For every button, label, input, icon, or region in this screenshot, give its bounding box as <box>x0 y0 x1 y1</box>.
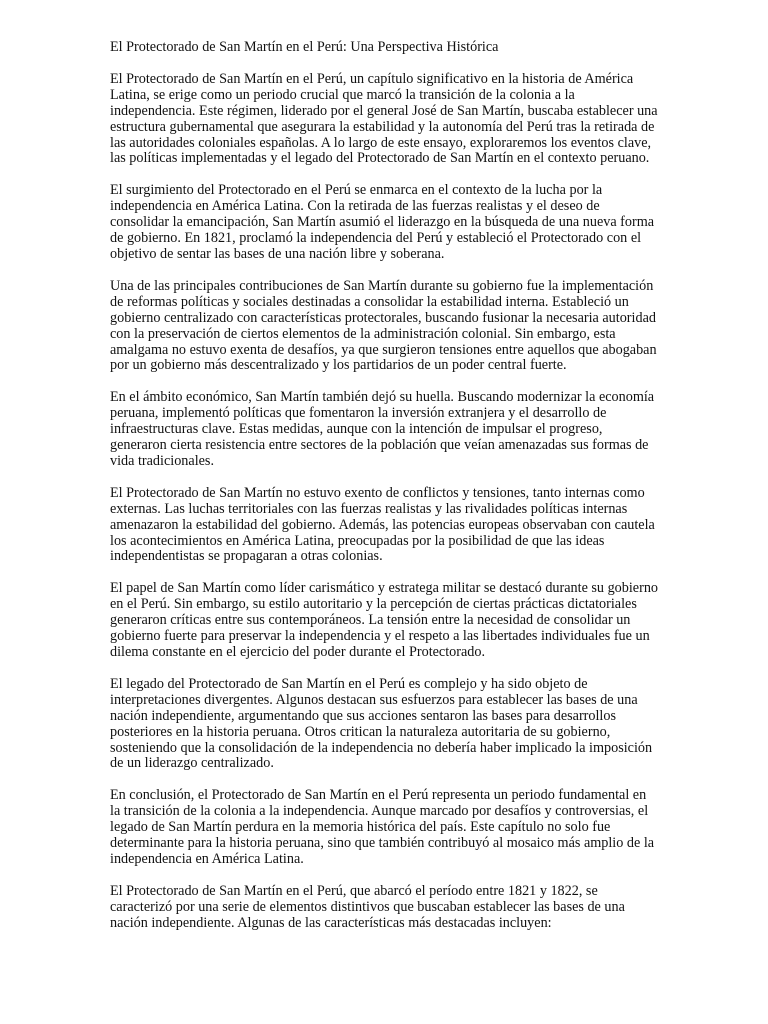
paragraph-7: El legado del Protectorado de San Martín en el Perú es complejo y ha sido objeto de interpretaciones divergentes. Algunos destacan sus esfuerzos para establecer las bases de una nación independiente, argumentando que sus acciones sentaron las bases para desarrollos posteriores en la historia peruana. Otros critican la naturaleza autoritaria de su gobierno, sosteniendo que la consolidación de la independencia no debería haber implicado la imposición de un liderazgo centralizado. <box>110 675 653 772</box>
paragraph-6: El papel de San Martín como líder carismático y estratega militar se destacó durante su gobierno en el Perú. Sin embargo, su estilo autoritario y la percepción de ciertas prácticas dictatoriales generaron críticas entre sus contemporáneos. La tensión entre la necesidad de consolidar un gobierno fuerte para preservar la independencia y el respeto a las libertades individuales fue un dilema constante en el ejercicio del poder durante el Protectorado. <box>110 580 659 660</box>
document-page <box>110 40 658 948</box>
paragraph-2: El surgimiento del Protectorado en el Perú se enmarca en el contexto de la lucha por la independencia en América Latina. Con la retirada de las fuerzas realistas y el deseo de consolidar la emancipación, San Martín asumió el liderazgo en la búsqueda de una nueva forma de gobierno. En 1821, proclamó la independencia del Perú y estableció el Protectorado con el objetivo de sentar las bases de una nación libre y soberana. <box>110 182 655 262</box>
paragraph-8: En conclusión, el Protectorado de San Martín en el Perú representa un periodo fundamental en la transición de la colonia a la independencia. Aunque marcado por desafíos y controversias, el legado de San Martín perdura en la memoria histórica del país. Este capítulo no solo fue determinante para la historia peruana, sino que también contribuyó al mosaico más amplio de la independencia en América Latina. <box>110 787 655 867</box>
paragraph-4: En el ámbito económico, San Martín también dejó su huella. Buscando modernizar la economía peruana, implementó políticas que fomentaron la inversión extranjera y el desarrollo de infraestructuras clave. Estas medidas, aunque con la intención de impulsar el progreso, generaron cierta resistencia entre sectores de la población que veían amenazadas sus formas de vida tradicionales. <box>110 389 655 469</box>
paragraph-9: El Protectorado de San Martín en el Perú, que abarcó el período entre 1821 y 1822, se caracterizó por una serie de elementos distintivos que buscaban establecer las bases de una nación independiente. Algunas de las características más destacadas incluyen: <box>110 882 625 931</box>
document-title: El Protectorado de San Martín en el Perú: Una Perspectiva Histórica <box>110 39 499 55</box>
paragraph-1: El Protectorado de San Martín en el Perú, un capítulo significativo en la historia de América Latina, se erige como un periodo crucial que marcó la transición de la colonia a la independencia. Este régimen, liderado por el general José de San Martín, buscaba establecer una estructura gubernamental que asegurara la estabilidad y la autonomía del Perú tras la retirada de las autoridades coloniales españolas. A lo largo de este ensayo, exploraremos los eventos clave, las políticas implementadas y el legado del Protectorado de San Martín en el contexto peruano. <box>110 70 658 167</box>
paragraph-3: Una de las principales contribuciones de San Martín durante su gobierno fue la implementación de reformas políticas y sociales destinadas a consolidar la estabilidad interna. Estableció un gobierno centralizado con características protectorales, buscando fusionar la necesaria autoridad con la preservación de ciertos elementos de la administración colonial. Sin embargo, esta amalgama no estuvo exenta de desafíos, ya que surgieron tensiones entre aquellos que abogaban por un gobierno más descentralizado y los partidarios de un poder central fuerte. <box>110 277 657 374</box>
paragraph-5: El Protectorado de San Martín no estuvo exento de conflictos y tensiones, tanto internas como externas. Las luchas territoriales con las fuerzas realistas y las rivalidades políticas internas amenazaron la estabilidad del gobierno. Además, las potencias europeas observaban con cautela los acontecimientos en América Latina, preocupadas por la posibilidad de que las ideas independentistas se propagaran a otras colonias. <box>110 484 655 565</box>
